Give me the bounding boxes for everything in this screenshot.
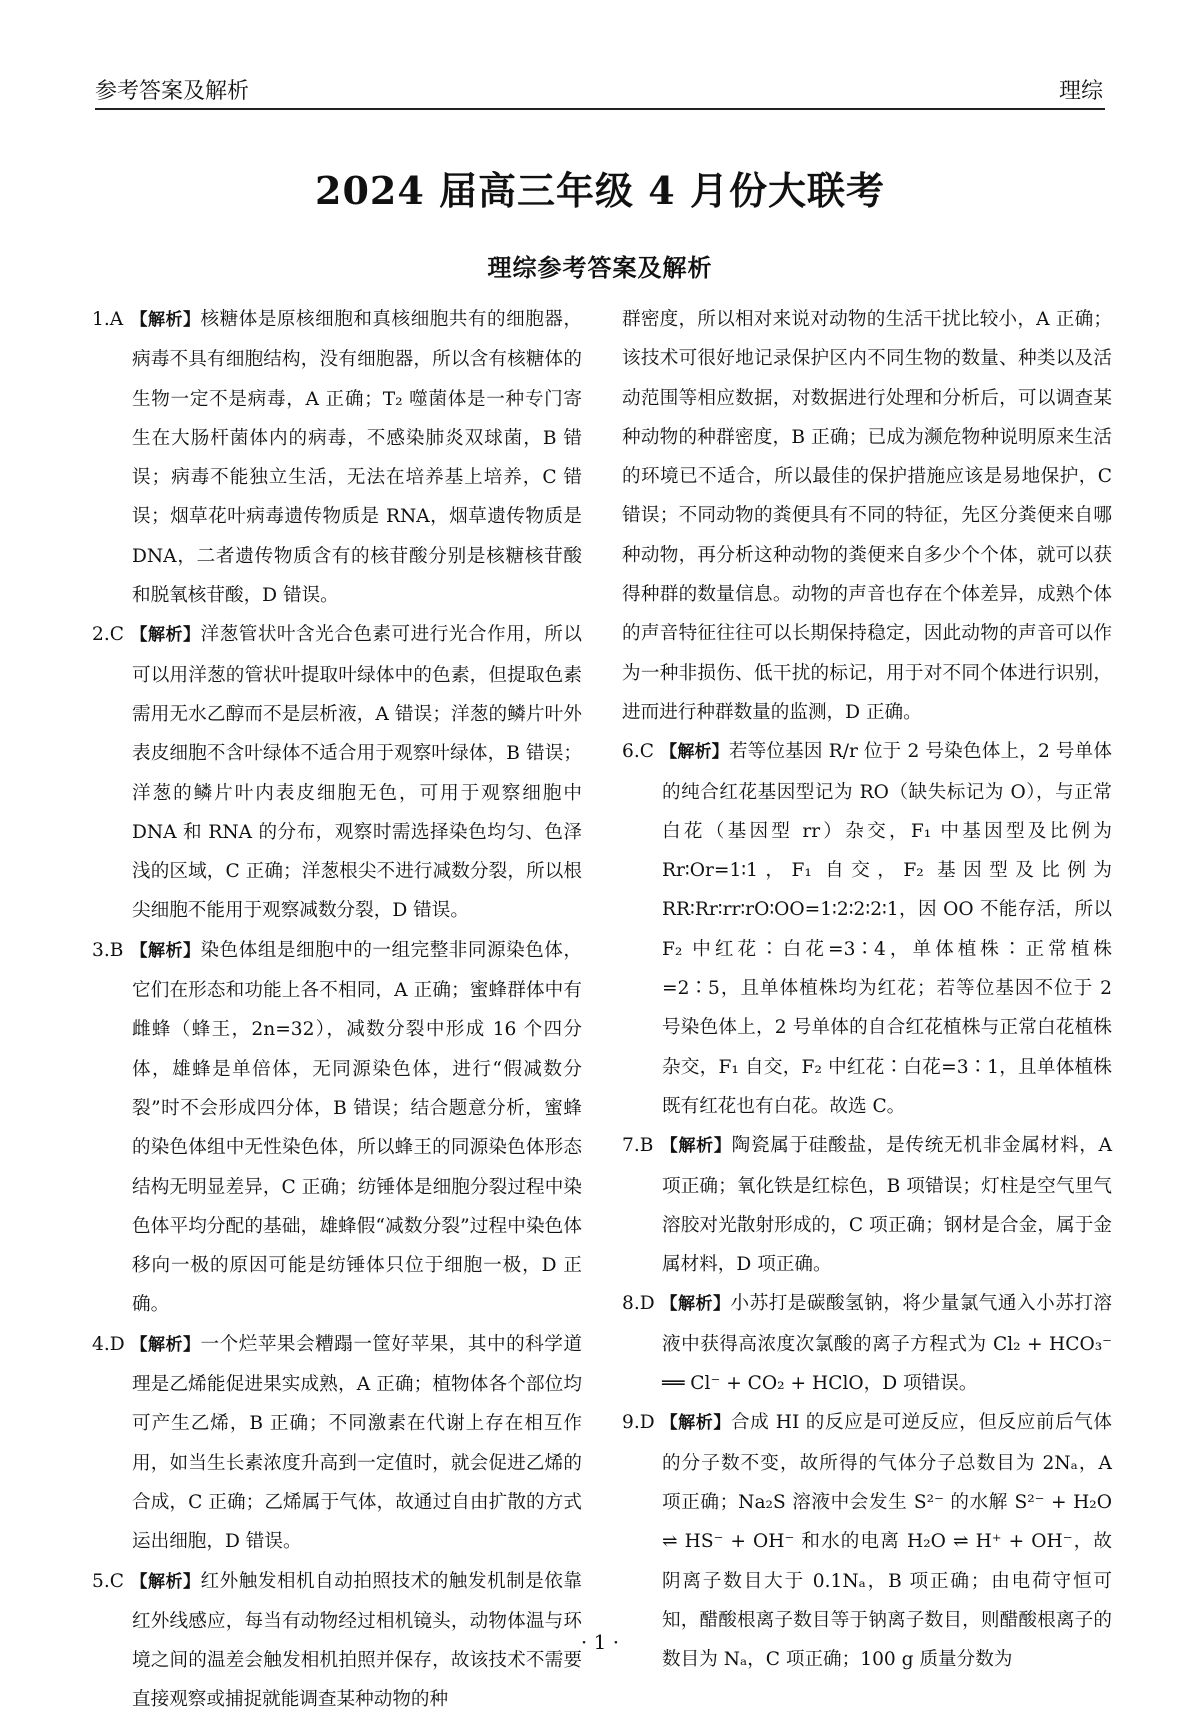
document-subtitle: 理综参考答案及解析: [487, 253, 713, 282]
analysis-tag: 【解析】: [660, 742, 729, 763]
answer-item-7: [622, 1126, 1112, 1284]
answer-item-4: [92, 1325, 582, 1562]
item-text: 染色体组是细胞中的一组完整非同源染色体，它们在形态和功能上各不相同，A 正确；蜜蜂群体中有雌蜂（蜂王，2n=32），减数分裂中形成 16 个四分体，雄蜂是单倍体，无同源染色体，进行“假减数分裂”时不会形成四分体，B 错误；结合题意分析，蜜蜂的染色体组中无性染色体，所以蜂王的同源染色体形态结构无明显差异，C 正确；纺锤体是细胞分裂过程中染色体平均分配的基础，雄蜂假“减数分裂”过程中染色体移向一极的原因可能是纺锤体只位于细胞一极，D 正确。: [132, 939, 582, 1316]
answer-item-5-continuation: 群密度，所以相对来说对动物的生活干扰比较小，A 正确；该技术可很好地记录保护区内不同生物的数量、种类以及活动范围等相应数据，对数据进行处理和分析后，可以调查某种动物的种群密度，B 正确；已成为濒危物种说明原来生活的环境已不适合，所以最佳的保护措施应该是易地保护，C 错误；不同动物的粪便具有不同的特征，先区分粪便来自哪种动物，再分析这种动物的粪便来自多少个个体，就可以获得种群的数量信息。动物的声音也存在个体差异，成熟个体的声音特征往往可以长期保持稳定，因此动物的声音可以作为一种非损伤、低干扰的标记，用于对不同个体进行识别，进而进行种群数量的监测，D 正确。: [622, 309, 1112, 723]
item-text: 洋葱管状叶含光合色素可进行光合作用，所以可以用洋葱的管状叶提取叶绿体中的色素，但提取色素需用无水乙醇而不是层析液，A 错误；洋葱的鳞片叶外表皮细胞不含叶绿体不适合用于观察叶绿体，B 错误；洋葱的鳞片叶内表皮细胞无色，可用于观察细胞中 DNA 和 RNA 的分布，观察时需选择染色均匀、色泽浅的区域，C 正确；洋葱根尖不进行减数分裂，所以根尖细胞不能用于观察减数分裂，D 错误。: [132, 624, 582, 922]
header-left-title: 参考答案及解析: [95, 79, 250, 104]
page-number: · 1 ·: [580, 1630, 620, 1654]
analysis-tag: 【解析】: [660, 1294, 731, 1315]
item-text: 若等位基因 R/r 位于 2 号染色体上，2 号单体的纯合红花基因型记为 RO（缺失标记为 O），与正常白花（基因型 rr）杂交，F₁ 中基因型及比例为 Rr∶Or=1∶1，F₁ 自交，F₂ 基因型及比例为 RR∶Rr∶rr∶rO∶OO=1∶2∶2∶2∶1，因 OO 不能存活，所以 F₂ 中红花∶白花=3∶4，单体植株∶正常植株=2∶5，且单体植株均为红花；若等位基因不位于 2 号染色体上，2 号单体的自合红花植株与正常白花植株杂交，F₁ 自交，F₂ 中红花∶白花=3∶1，且单体植株既有红花也有白花。故选 C。: [662, 741, 1112, 1117]
item-text: 陶瓷属于硅酸盐，是传统无机非金属材料，A 项正确；氧化铁是红棕色，B 项错误；灯柱是空气里气溶胶对光散射形成的，C 项正确；钢材是合金，属于金属材料，D 项正确。: [662, 1135, 1113, 1276]
item-number: 9.D: [622, 1412, 655, 1434]
answer-item-8: [622, 1284, 1112, 1403]
item-text: 红外触发相机自动拍照技术的触发机制是依靠红外线感应，每当有动物经过相机镜头，动物体温与环境之间的温差会触发相机拍照并保存，故该技术不需要直接观察或捕捉就能调查某种动物的种: [132, 1570, 582, 1711]
right-column: [622, 300, 1112, 1679]
item-number: 8.D: [622, 1293, 655, 1315]
item-number: 7.B: [622, 1135, 654, 1157]
item-text: 小苏打是碳酸氢钠，将少量氯气通入小苏打溶液中获得高浓度次氯酸的离子方程式为 Cl₂ + HCO₃⁻ ══ Cl⁻ + CO₂ + HClO，D 项错误。: [662, 1293, 1112, 1395]
analysis-tag: 【解析】: [130, 1571, 201, 1592]
analysis-tag: 【解析】: [660, 1136, 732, 1157]
item-number: 5.C: [92, 1570, 124, 1592]
item-number: 6.C: [622, 741, 654, 763]
answer-item-3: [92, 931, 582, 1325]
page-header: [95, 72, 1105, 110]
answer-item-1: [92, 300, 582, 615]
analysis-tag: 【解析】: [660, 1413, 731, 1434]
document-title: 2024 届高三年级 4 月份大联考: [315, 168, 885, 213]
analysis-tag: 【解析】: [130, 1334, 201, 1355]
left-column: [92, 300, 582, 1720]
item-number: 2.C: [92, 624, 124, 646]
item-text: 核糖体是原核细胞和真核细胞共有的细胞器，病毒不具有细胞结构，没有细胞器，所以含有核糖体的生物一定不是病毒，A 正确；T₂ 噬菌体是一种专门寄生在大肠杆菌体内的病毒，不感染肺炎双球菌，B 错误；病毒不能独立生活，无法在培养基上培养，C 错误；烟草花叶病毒遗传物质是 RNA，烟草遗传物质是 DNA，二者遗传物质含有的核苷酸分别是核糖核苷酸和脱氧核苷酸，D 错误。: [132, 309, 582, 607]
header-subject: 理综: [1058, 79, 1103, 104]
analysis-tag: 【解析】: [130, 940, 201, 961]
analysis-tag: 【解析】: [130, 625, 201, 646]
item-number: 1.A: [92, 309, 124, 330]
item-number: 3.B: [92, 939, 124, 961]
item-text: 合成 HI 的反应是可逆反应，但反应前后气体的分子数不变，故所得的气体分子总数目为 2Nₐ，A 项正确；Na₂S 溶液中会发生 S²⁻ 的水解 S²⁻ + H₂O ⇌ HS⁻ + OH⁻ 和水的电离 H₂O ⇌ H⁺ + OH⁻，故阴离子数目大于 0.1Nₐ，B 项正确；由电荷守恒可知，醋酸根离子数目等于钠离子数目，则醋酸根离子的数目为 Nₐ，C 项正确；100 g 质量分数为: [662, 1412, 1112, 1671]
answer-item-6: [622, 732, 1112, 1126]
item-text: 一个烂苹果会糟蹋一筐好苹果，其中的科学道理是乙烯能促进果实成熟，A 正确；植物体各个部位均可产生乙烯，B 正确；不同激素在代谢上存在相互作用，如当生长素浓度升高到一定值时，就会促进乙烯的合成，C 正确；乙烯属于气体，故通过自由扩散的方式运出细胞，D 错误。: [132, 1333, 582, 1553]
item-number: 4.D: [92, 1333, 125, 1355]
answer-item-2: [92, 615, 582, 930]
analysis-tag: 【解析】: [130, 310, 201, 330]
